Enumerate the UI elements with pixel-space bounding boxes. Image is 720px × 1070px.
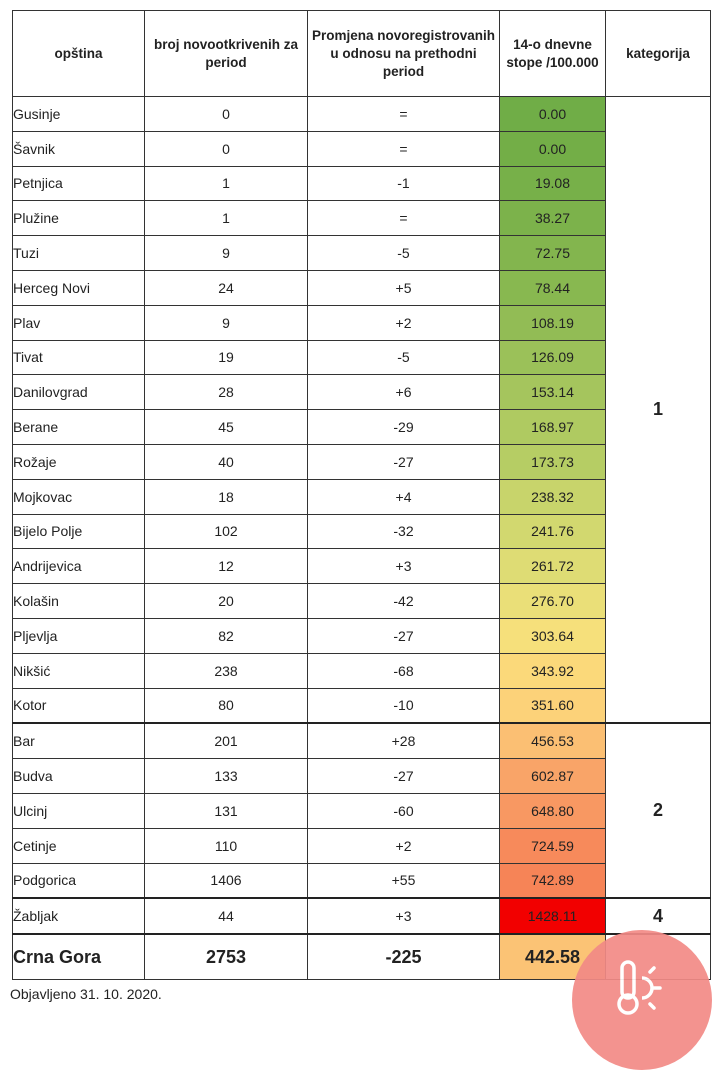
change-cell: -5 xyxy=(308,236,500,271)
new-cases-cell: 18 xyxy=(145,479,308,514)
municipality-cell: Andrijevica xyxy=(13,549,145,584)
change-cell: +2 xyxy=(308,828,500,863)
table-row xyxy=(13,898,711,934)
change-cell: = xyxy=(308,201,500,236)
rate-cell: 241.76 xyxy=(500,514,606,549)
municipality-cell: Gusinje xyxy=(13,97,145,132)
rate-cell: 126.09 xyxy=(500,340,606,375)
header-change: Promjena novoregistrovanih u odnosu na prethodni period xyxy=(308,11,500,97)
rate-cell: 303.64 xyxy=(500,618,606,653)
header-municipality: opština xyxy=(13,11,145,97)
municipality-cell: Žabljak xyxy=(13,898,145,934)
rate-cell: 19.08 xyxy=(500,166,606,201)
rate-cell: 343.92 xyxy=(500,653,606,688)
change-cell: -68 xyxy=(308,653,500,688)
rate-cell: 602.87 xyxy=(500,759,606,794)
new-cases-cell: 201 xyxy=(145,723,308,758)
change-cell: -29 xyxy=(308,410,500,445)
thermometer-sun-icon xyxy=(616,960,676,1020)
new-cases-cell: 82 xyxy=(145,618,308,653)
new-cases-cell: 238 xyxy=(145,653,308,688)
municipality-cell: Berane xyxy=(13,410,145,445)
municipality-cell: Kotor xyxy=(13,688,145,723)
change-cell: +3 xyxy=(308,898,500,934)
municipality-cell: Nikšić xyxy=(13,653,145,688)
change-cell: -27 xyxy=(308,759,500,794)
new-cases-cell: 1 xyxy=(145,201,308,236)
new-cases-cell: 131 xyxy=(145,793,308,828)
change-cell: -10 xyxy=(308,688,500,723)
new-cases-cell: 19 xyxy=(145,340,308,375)
rate-cell: 261.72 xyxy=(500,549,606,584)
new-cases-cell: 20 xyxy=(145,584,308,619)
new-cases-cell: 24 xyxy=(145,270,308,305)
new-cases-cell: 102 xyxy=(145,514,308,549)
rate-cell: 276.70 xyxy=(500,584,606,619)
municipality-cell: Šavnik xyxy=(13,131,145,166)
change-cell: -5 xyxy=(308,340,500,375)
header-row xyxy=(13,11,711,97)
header-category: kategorija xyxy=(606,11,711,97)
municipality-cell: Mojkovac xyxy=(13,479,145,514)
new-cases-cell: 28 xyxy=(145,375,308,410)
header-new-cases: broj novootkrivenih za period xyxy=(145,11,308,97)
new-cases-cell: 12 xyxy=(145,549,308,584)
municipality-cell: Bar xyxy=(13,723,145,758)
category-cell: 2 xyxy=(606,723,711,898)
new-cases-cell: 9 xyxy=(145,305,308,340)
new-cases-cell: 110 xyxy=(145,828,308,863)
new-cases-cell: 1406 xyxy=(145,863,308,898)
table-body xyxy=(13,97,711,980)
rate-cell: 108.19 xyxy=(500,305,606,340)
municipality-cell: Budva xyxy=(13,759,145,794)
category-cell: 1 xyxy=(606,97,711,724)
change-cell: -27 xyxy=(308,444,500,479)
change-cell: -32 xyxy=(308,514,500,549)
municipality-cell: Ulcinj xyxy=(13,793,145,828)
change-cell: +28 xyxy=(308,723,500,758)
new-cases-cell: 44 xyxy=(145,898,308,934)
rate-cell: 742.89 xyxy=(500,863,606,898)
category-cell: 4 xyxy=(606,898,711,934)
rate-cell: 0.00 xyxy=(500,97,606,132)
new-cases-cell: 45 xyxy=(145,410,308,445)
municipality-cell: Herceg Novi xyxy=(13,270,145,305)
publication-date: Objavljeno 31. 10. 2020. xyxy=(10,986,162,1002)
municipality-cell: Petnjica xyxy=(13,166,145,201)
rate-cell: 238.32 xyxy=(500,479,606,514)
total-cases: 2753 xyxy=(145,934,308,980)
rate-cell: 153.14 xyxy=(500,375,606,410)
municipality-cell: Bijelo Polje xyxy=(13,514,145,549)
new-cases-cell: 40 xyxy=(145,444,308,479)
rate-cell: 78.44 xyxy=(500,270,606,305)
change-cell: +2 xyxy=(308,305,500,340)
municipality-cell: Kolašin xyxy=(13,584,145,619)
rate-cell: 724.59 xyxy=(500,828,606,863)
municipality-cell: Plužine xyxy=(13,201,145,236)
rate-cell: 456.53 xyxy=(500,723,606,758)
new-cases-cell: 0 xyxy=(145,131,308,166)
municipality-cell: Plav xyxy=(13,305,145,340)
change-cell: = xyxy=(308,131,500,166)
new-cases-cell: 0 xyxy=(145,97,308,132)
change-cell: +55 xyxy=(308,863,500,898)
table-row xyxy=(13,723,711,758)
total-change: -225 xyxy=(308,934,500,980)
municipality-cell: Podgorica xyxy=(13,863,145,898)
rate-cell: 648.80 xyxy=(500,793,606,828)
municipality-cell: Pljevlja xyxy=(13,618,145,653)
new-cases-cell: 1 xyxy=(145,166,308,201)
rate-cell: 38.27 xyxy=(500,201,606,236)
municipality-cell: Danilovgrad xyxy=(13,375,145,410)
change-cell: = xyxy=(308,97,500,132)
rate-cell: 351.60 xyxy=(500,688,606,723)
municipality-cell: Cetinje xyxy=(13,828,145,863)
municipality-cell: Tivat xyxy=(13,340,145,375)
change-cell: +3 xyxy=(308,549,500,584)
change-cell: -60 xyxy=(308,793,500,828)
header-rate: 14-o dnevne stope /100.000 xyxy=(500,11,606,97)
change-cell: -1 xyxy=(308,166,500,201)
new-cases-cell: 80 xyxy=(145,688,308,723)
rate-cell: 1428.11 xyxy=(500,898,606,934)
total-rate: 442.58 xyxy=(500,934,606,980)
rate-cell: 72.75 xyxy=(500,236,606,271)
total-name: Crna Gora xyxy=(13,934,145,980)
covid-rate-table xyxy=(12,10,711,980)
change-cell: -42 xyxy=(308,584,500,619)
rate-cell: 0.00 xyxy=(500,131,606,166)
table-row xyxy=(13,97,711,132)
new-cases-cell: 9 xyxy=(145,236,308,271)
change-cell: +6 xyxy=(308,375,500,410)
municipality-cell: Rožaje xyxy=(13,444,145,479)
change-cell: +4 xyxy=(308,479,500,514)
new-cases-cell: 133 xyxy=(145,759,308,794)
municipality-cell: Tuzi xyxy=(13,236,145,271)
change-cell: -27 xyxy=(308,618,500,653)
change-cell: +5 xyxy=(308,270,500,305)
watermark-logo xyxy=(572,930,712,1070)
rate-cell: 168.97 xyxy=(500,410,606,445)
rate-cell: 173.73 xyxy=(500,444,606,479)
